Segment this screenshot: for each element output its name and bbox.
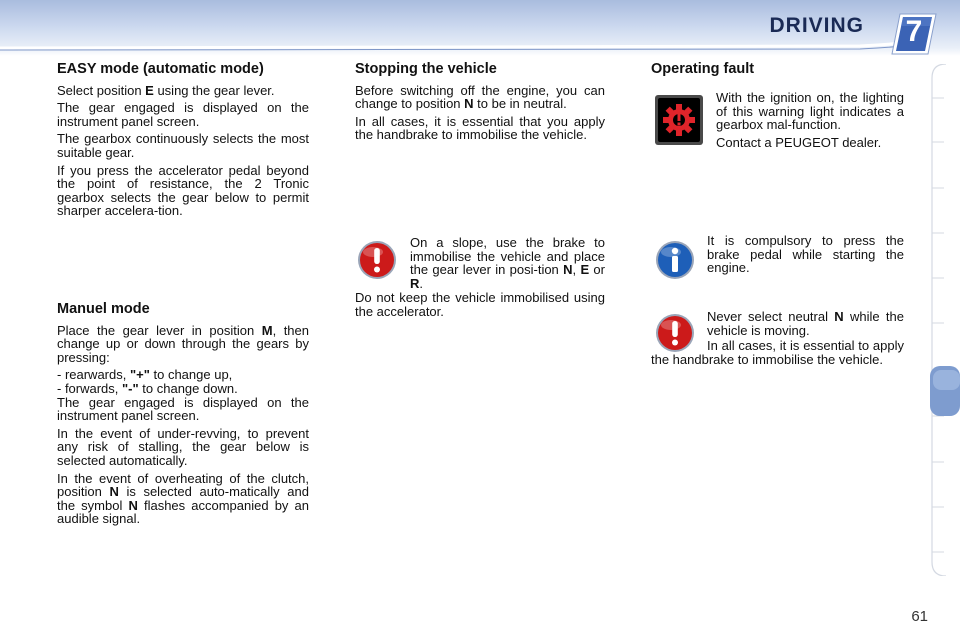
stopping-p2: In all cases, it is essential that you apply the handbrake to immobilise the vehicle.	[355, 113, 605, 143]
manual-mode-list-item-down: - forwards, "-" to change down.	[57, 380, 238, 396]
exclamation-warning-icon	[357, 240, 397, 280]
gearbox-fault-warning-light-icon	[655, 95, 703, 145]
accelerator-warning-text: Do not keep the vehicle immobilised using the accelerator.	[355, 290, 605, 319]
chapter-title: DRIVING	[769, 14, 864, 37]
manual-mode-p3: In the event of under-revving, to prevent any risk of stalling, the gear below is selected automatically.	[57, 425, 309, 468]
stopping-p1: Before switching off the engine, you can change to position N to be in neutral.	[355, 82, 605, 112]
chapter-number: 7	[905, 15, 923, 48]
brake-pedal-info-text: It is compulsory to press the brake pedal while starting the engine.	[707, 233, 904, 276]
manual-mode-section	[57, 303, 309, 530]
easy-mode-section	[57, 63, 309, 222]
handbrake-warning-p: In all cases, it is essential to apply the handbrake to immobilise the vehicle.	[651, 338, 904, 367]
easy-mode-p3: The gearbox continuously selects the most suitable gear.	[57, 131, 309, 160]
stopping-heading: Stopping the vehicle	[355, 61, 497, 77]
fault-p1: With the ignition on, the lighting of this warning light indicates a gearbox mal-function.	[716, 90, 904, 133]
neutral-warning-text: Never select neutral N while the vehicle is moving.	[707, 309, 904, 338]
fault-p2: Contact a PEUGEOT dealer.	[716, 134, 882, 150]
manual-mode-p1: Place the gear lever in position M, then change up or down through the gears by pressing:	[57, 322, 309, 365]
header-swoosh	[0, 38, 960, 52]
easy-mode-p4: If you press the accelerator pedal beyond the point of resistance, the 2 Tronic gearbox selects the gear below to permit sharper accelera-tion.	[57, 162, 309, 219]
handbrake-warning-text	[651, 339, 904, 366]
page-number: 61	[911, 608, 928, 625]
chapter-number-badge	[890, 12, 938, 56]
info-icon	[655, 240, 695, 280]
manual-mode-list-item-up: - rearwards, "+" to change up,	[57, 367, 233, 383]
operating-fault-section	[651, 63, 904, 84]
fault-description	[716, 91, 904, 153]
slope-warning-text: On a slope, use the brake to immobilise the vehicle and place the gear lever in posi-tion N, E or R.	[410, 235, 605, 291]
easy-mode-p1: Select position E using the gear lever.	[57, 82, 275, 98]
manual-mode-heading: Manuel mode	[57, 301, 150, 317]
manual-mode-p2: The gear engaged is displayed on the instrument panel screen.	[57, 394, 309, 424]
manual-mode-p4: In the event of overheating of the clutch, position N is selected auto-matically and the symbol N flashes accompanied by an audible signal.	[57, 470, 309, 527]
operating-fault-heading: Operating fault	[651, 61, 755, 77]
chapter-tabs	[926, 64, 960, 576]
stopping-section	[355, 63, 605, 146]
easy-mode-heading: EASY mode (automatic mode)	[57, 61, 264, 77]
easy-mode-p2: The gear engaged is displayed on the instrument panel screen.	[57, 100, 309, 129]
